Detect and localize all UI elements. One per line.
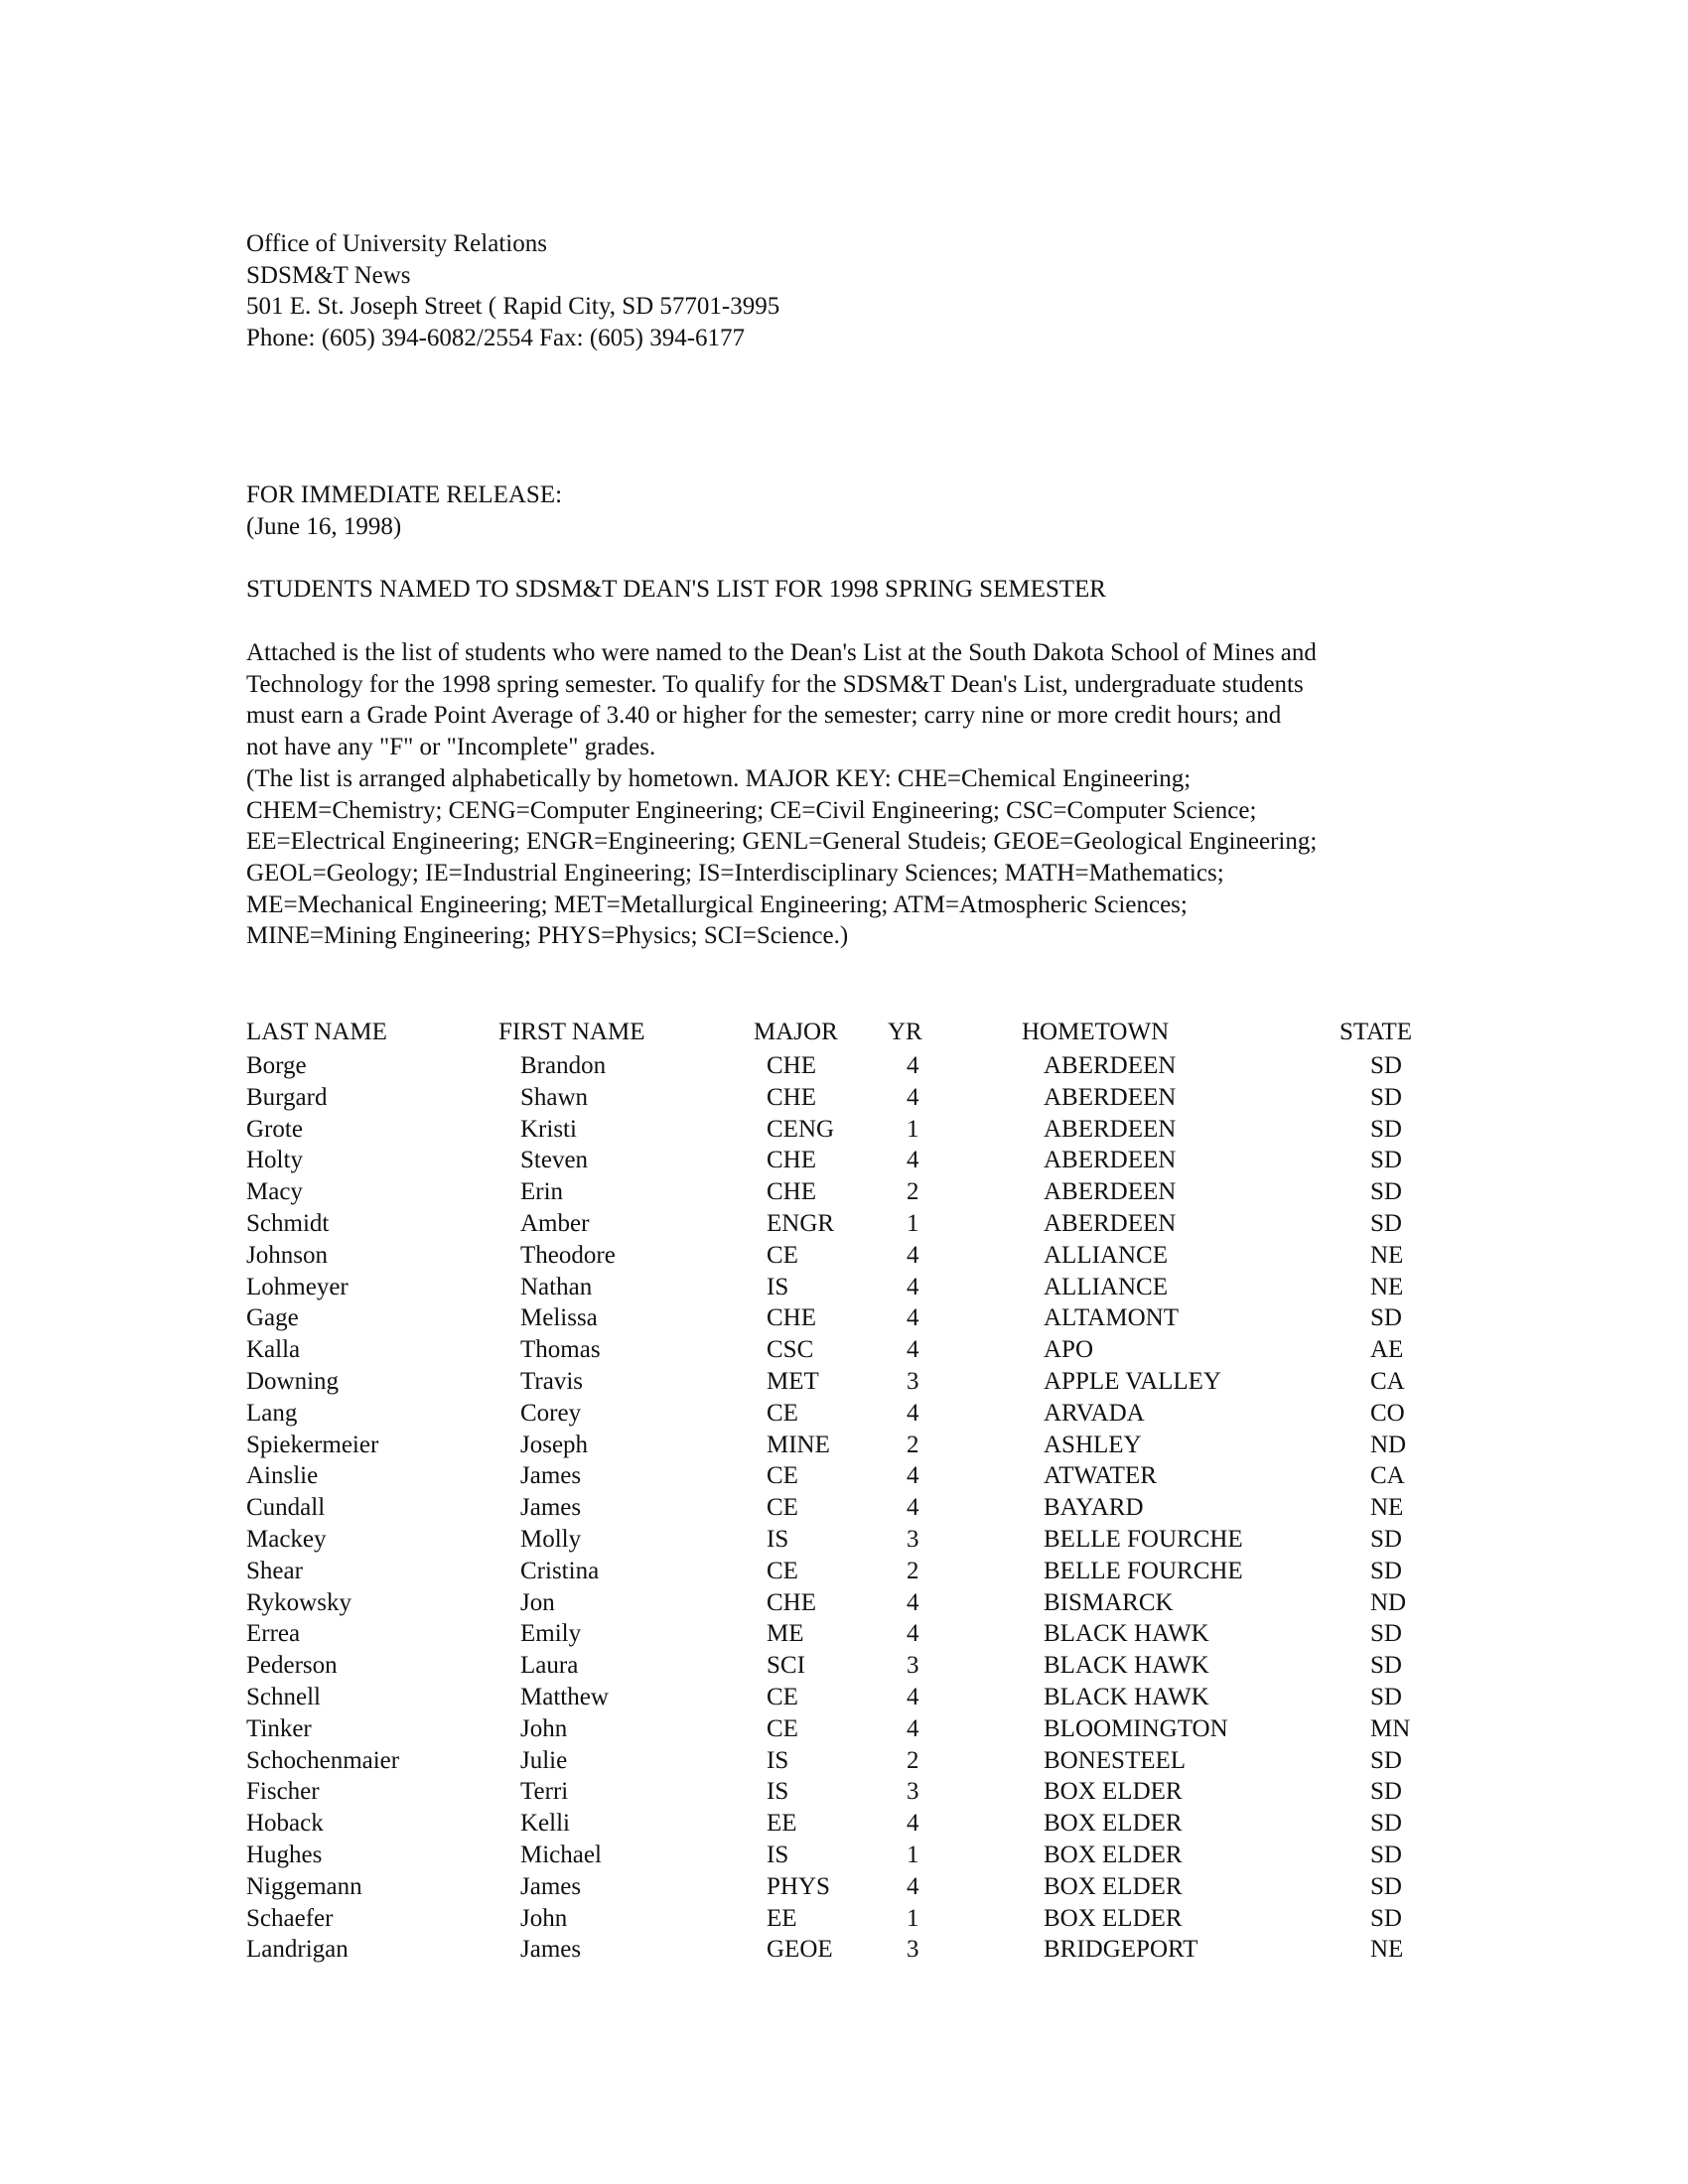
release-date: (June 16, 1998) (246, 512, 402, 540)
table-row (0, 1682, 1688, 1713)
state-cell: SD (1370, 1557, 1402, 1584)
hometown-cell: ABERDEEN (1044, 1178, 1177, 1206)
state-cell: NE (1370, 1936, 1404, 1964)
year-cell: 3 (907, 1936, 919, 1964)
hometown-cell: BELLE FOURCHE (1044, 1557, 1243, 1584)
header-first-name: FIRST NAME (498, 1019, 645, 1045)
first-name-cell: Nathan (520, 1273, 593, 1300)
last-name-cell: Spiekermeier (246, 1431, 379, 1458)
year-cell: 1 (907, 1841, 919, 1868)
year-cell: 4 (907, 1273, 919, 1300)
first-name-cell: Michael (520, 1841, 602, 1868)
hometown-cell: BELLE FOURCHE (1044, 1525, 1243, 1553)
major-cell: EE (767, 1904, 797, 1932)
major-cell: IS (767, 1746, 789, 1774)
year-cell: 3 (907, 1525, 919, 1553)
year-cell: 4 (907, 1399, 919, 1427)
state-cell: SD (1370, 1841, 1402, 1868)
major-cell: ME (767, 1620, 804, 1648)
table-row (0, 1492, 1688, 1524)
first-name-cell: Joseph (520, 1431, 589, 1458)
first-name-cell: Kristi (520, 1115, 577, 1143)
last-name-cell: Borge (246, 1052, 307, 1079)
body-line: Technology for the 1998 spring semester. To qualify for the SDSM&T Dean's List, undergraduate students (246, 670, 1304, 698)
year-cell: 3 (907, 1367, 919, 1395)
last-name-cell: Kalla (246, 1336, 301, 1364)
last-name-cell: Lang (246, 1399, 298, 1427)
major-key-line: GEOL=Geology; IE=Industrial Engineering; IS=Interdisciplinary Sciences; MATH=Mathematics; (246, 859, 1224, 887)
body-paragraph (246, 637, 1438, 952)
state-cell: SD (1370, 1304, 1402, 1332)
state-cell: ND (1370, 1588, 1407, 1616)
table-row (0, 1587, 1688, 1619)
header-state: STATE (1339, 1019, 1412, 1045)
table-row (0, 1240, 1688, 1272)
header-major: MAJOR (754, 1019, 838, 1045)
state-cell: SD (1370, 1652, 1402, 1680)
state-cell: SD (1370, 1052, 1402, 1079)
last-name-cell: Gage (246, 1304, 299, 1332)
table-row (0, 1556, 1688, 1587)
first-name-cell: Emily (520, 1620, 582, 1648)
state-cell: SD (1370, 1904, 1402, 1932)
first-name-cell: Steven (520, 1147, 589, 1174)
table-row (0, 1082, 1688, 1114)
hometown-cell: BLOOMINGTON (1044, 1714, 1228, 1742)
major-cell: GEOE (767, 1936, 833, 1964)
hometown-cell: BAYARD (1044, 1494, 1144, 1522)
last-name-cell: Rykowsky (246, 1588, 352, 1616)
first-name-cell: Corey (520, 1399, 582, 1427)
last-name-cell: Grote (246, 1115, 303, 1143)
office-name: Office of University Relations (246, 230, 547, 257)
first-name-cell: Brandon (520, 1052, 607, 1079)
last-name-cell: Schmidt (246, 1209, 330, 1237)
year-cell: 4 (907, 1462, 919, 1490)
major-cell: CE (767, 1462, 798, 1490)
first-name-cell: Melissa (520, 1304, 598, 1332)
major-cell: CHE (767, 1588, 816, 1616)
last-name-cell: Landrigan (246, 1936, 349, 1964)
hometown-cell: BONESTEEL (1044, 1746, 1187, 1774)
major-cell: IS (767, 1273, 789, 1300)
year-cell: 4 (907, 1714, 919, 1742)
table-row (0, 1430, 1688, 1461)
year-cell: 2 (907, 1178, 919, 1206)
state-cell: SD (1370, 1209, 1402, 1237)
state-cell: ND (1370, 1431, 1407, 1458)
year-cell: 2 (907, 1746, 919, 1774)
major-cell: CE (767, 1557, 798, 1584)
year-cell: 3 (907, 1778, 919, 1806)
major-cell: CHE (767, 1178, 816, 1206)
street-address: 501 E. St. Joseph Street ( Rapid City, SD 57701-3995 (246, 293, 780, 321)
major-cell: CHE (767, 1147, 816, 1174)
hometown-cell: BLACK HAWK (1044, 1620, 1209, 1648)
state-cell: SD (1370, 1746, 1402, 1774)
first-name-cell: Julie (520, 1746, 568, 1774)
table-row (0, 1145, 1688, 1176)
news-name: SDSM&T News (246, 261, 411, 289)
major-cell: CENG (767, 1115, 835, 1143)
major-key-line: MINE=Mining Engineering; PHYS=Physics; SCI=Science.) (246, 922, 849, 950)
table-row (0, 1208, 1688, 1240)
first-name-cell: Thomas (520, 1336, 601, 1364)
state-cell: SD (1370, 1525, 1402, 1553)
table-row (0, 1524, 1688, 1556)
state-cell: SD (1370, 1810, 1402, 1838)
table-row (0, 1114, 1688, 1146)
first-name-cell: Amber (520, 1209, 590, 1237)
year-cell: 3 (907, 1652, 919, 1680)
first-name-cell: Travis (520, 1367, 583, 1395)
last-name-cell: Hughes (246, 1841, 323, 1868)
hometown-cell: ARVADA (1044, 1399, 1145, 1427)
last-name-cell: Schaefer (246, 1904, 334, 1932)
first-name-cell: Erin (520, 1178, 564, 1206)
table-row (0, 1650, 1688, 1682)
first-name-cell: John (520, 1904, 568, 1932)
state-cell: SD (1370, 1620, 1402, 1648)
first-name-cell: Molly (520, 1525, 582, 1553)
table-row (0, 1618, 1688, 1650)
last-name-cell: Fischer (246, 1778, 320, 1806)
last-name-cell: Burgard (246, 1083, 328, 1111)
table-row (0, 1840, 1688, 1871)
table-row (0, 1713, 1688, 1745)
major-key-line: EE=Electrical Engineering; ENGR=Engineering; GENL=General Studeis; GEOE=Geological Engineering; (246, 828, 1318, 856)
year-cell: 4 (907, 1147, 919, 1174)
table-row (0, 1745, 1688, 1777)
last-name-cell: Downing (246, 1367, 340, 1395)
last-name-cell: Shear (246, 1557, 303, 1584)
major-cell: ENGR (767, 1209, 835, 1237)
headline (246, 574, 1106, 606)
year-cell: 2 (907, 1431, 919, 1458)
state-cell: CA (1370, 1462, 1405, 1490)
last-name-cell: Schnell (246, 1683, 321, 1710)
year-cell: 4 (907, 1872, 919, 1900)
last-name-cell: Errea (246, 1620, 301, 1648)
state-cell: SD (1370, 1083, 1402, 1111)
first-name-cell: Theodore (520, 1241, 616, 1269)
hometown-cell: BOX ELDER (1044, 1872, 1183, 1900)
major-cell: PHYS (767, 1872, 830, 1900)
major-cell: CE (767, 1714, 798, 1742)
last-name-cell: Cundall (246, 1494, 326, 1522)
year-cell: 4 (907, 1683, 919, 1710)
release-info (246, 479, 562, 542)
table-row (0, 1366, 1688, 1398)
year-cell: 1 (907, 1209, 919, 1237)
table-row (0, 1460, 1688, 1492)
state-cell: CA (1370, 1367, 1405, 1395)
table-row (0, 1934, 1688, 1966)
table-header (0, 1019, 1688, 1050)
table-row (0, 1050, 1688, 1082)
students-table (0, 1050, 1688, 1966)
state-cell: SD (1370, 1778, 1402, 1806)
major-cell: CE (767, 1494, 798, 1522)
hometown-cell: APO (1044, 1336, 1094, 1364)
table-row (0, 1302, 1688, 1334)
hometown-cell: APPLE VALLEY (1044, 1367, 1221, 1395)
major-cell: MET (767, 1367, 819, 1395)
major-cell: MINE (767, 1431, 830, 1458)
major-cell: IS (767, 1525, 789, 1553)
year-cell: 4 (907, 1810, 919, 1838)
last-name-cell: Holty (246, 1147, 303, 1174)
major-key-line: CHEM=Chemistry; CENG=Computer Engineering; CE=Civil Engineering; CSC=Computer Science; (246, 796, 1257, 824)
last-name-cell: Johnson (246, 1241, 328, 1269)
last-name-cell: Niggemann (246, 1872, 362, 1900)
major-key-line: (The list is arranged alphabetically by hometown. MAJOR KEY: CHE=Chemical Engineering; (246, 764, 1192, 792)
year-cell: 4 (907, 1588, 919, 1616)
first-name-cell: Matthew (520, 1683, 609, 1710)
body-line: not have any "F" or "Incomplete" grades. (246, 734, 656, 761)
state-cell: NE (1370, 1494, 1404, 1522)
table-row (0, 1871, 1688, 1903)
table-row (0, 1808, 1688, 1840)
header-hometown: HOMETOWN (1022, 1019, 1170, 1045)
state-cell: AE (1370, 1336, 1404, 1364)
first-name-cell: Jon (520, 1588, 555, 1616)
phone-fax: Phone: (605) 394-6082/2554 Fax: (605) 394-6177 (246, 325, 746, 352)
hometown-cell: ALLIANCE (1044, 1241, 1168, 1269)
state-cell: CO (1370, 1399, 1405, 1427)
major-cell: CE (767, 1683, 798, 1710)
year-cell: 4 (907, 1304, 919, 1332)
hometown-cell: BLACK HAWK (1044, 1683, 1209, 1710)
last-name-cell: Hoback (246, 1810, 324, 1838)
major-cell: CHE (767, 1304, 816, 1332)
state-cell: SD (1370, 1683, 1402, 1710)
year-cell: 4 (907, 1052, 919, 1079)
first-name-cell: Laura (520, 1652, 579, 1680)
state-cell: SD (1370, 1115, 1402, 1143)
hometown-cell: BOX ELDER (1044, 1841, 1183, 1868)
release-label: FOR IMMEDIATE RELEASE: (246, 481, 563, 508)
hometown-cell: ABERDEEN (1044, 1209, 1177, 1237)
year-cell: 4 (907, 1083, 919, 1111)
major-cell: CSC (767, 1336, 814, 1364)
hometown-cell: ABERDEEN (1044, 1052, 1177, 1079)
hometown-cell: BLACK HAWK (1044, 1652, 1209, 1680)
hometown-cell: ATWATER (1044, 1462, 1157, 1490)
hometown-cell: BOX ELDER (1044, 1810, 1183, 1838)
major-cell: CHE (767, 1052, 816, 1079)
first-name-cell: Terri (520, 1778, 569, 1806)
hometown-cell: ABERDEEN (1044, 1115, 1177, 1143)
body-line: must earn a Grade Point Average of 3.40 or higher for the semester; carry nine or more credit hours; and (246, 702, 1282, 730)
year-cell: 2 (907, 1557, 919, 1584)
major-cell: SCI (767, 1652, 805, 1680)
last-name-cell: Macy (246, 1178, 303, 1206)
table-row (0, 1776, 1688, 1808)
hometown-cell: BOX ELDER (1044, 1778, 1183, 1806)
year-cell: 4 (907, 1494, 919, 1522)
letterhead (246, 228, 779, 354)
first-name-cell: James (520, 1494, 582, 1522)
last-name-cell: Lohmeyer (246, 1273, 349, 1300)
first-name-cell: John (520, 1714, 568, 1742)
first-name-cell: James (520, 1936, 582, 1964)
hometown-cell: BOX ELDER (1044, 1904, 1183, 1932)
body-line: Attached is the list of students who were named to the Dean's List at the South Dakota School of Mines and (246, 639, 1317, 666)
state-cell: NE (1370, 1273, 1404, 1300)
state-cell: SD (1370, 1147, 1402, 1174)
year-cell: 4 (907, 1336, 919, 1364)
major-cell: CHE (767, 1083, 816, 1111)
state-cell: SD (1370, 1872, 1402, 1900)
last-name-cell: Ainslie (246, 1462, 319, 1490)
last-name-cell: Schochenmaier (246, 1746, 400, 1774)
last-name-cell: Tinker (246, 1714, 312, 1742)
hometown-cell: ALLIANCE (1044, 1273, 1168, 1300)
first-name-cell: Kelli (520, 1810, 570, 1838)
table-row (0, 1903, 1688, 1935)
state-cell: NE (1370, 1241, 1404, 1269)
hometown-cell: BISMARCK (1044, 1588, 1174, 1616)
year-cell: 1 (907, 1904, 919, 1932)
major-cell: CE (767, 1241, 798, 1269)
last-name-cell: Mackey (246, 1525, 327, 1553)
hometown-cell: ABERDEEN (1044, 1147, 1177, 1174)
last-name-cell: Pederson (246, 1652, 338, 1680)
table-row (0, 1334, 1688, 1366)
hometown-cell: ALTAMONT (1044, 1304, 1179, 1332)
major-cell: EE (767, 1810, 797, 1838)
first-name-cell: James (520, 1872, 582, 1900)
major-cell: IS (767, 1778, 789, 1806)
header-last-name: LAST NAME (246, 1019, 387, 1045)
major-cell: IS (767, 1841, 789, 1868)
major-key-line: ME=Mechanical Engineering; MET=Metallurgical Engineering; ATM=Atmospheric Sciences; (246, 890, 1188, 918)
headline-text: STUDENTS NAMED TO SDSM&T DEAN'S LIST FOR 1998 SPRING SEMESTER (246, 576, 1106, 603)
first-name-cell: Shawn (520, 1083, 589, 1111)
hometown-cell: BRIDGEPORT (1044, 1936, 1198, 1964)
first-name-cell: Cristina (520, 1557, 600, 1584)
year-cell: 4 (907, 1241, 919, 1269)
major-cell: CE (767, 1399, 798, 1427)
table-row (0, 1176, 1688, 1208)
year-cell: 1 (907, 1115, 919, 1143)
state-cell: SD (1370, 1178, 1402, 1206)
table-row (0, 1398, 1688, 1430)
state-cell: MN (1370, 1714, 1411, 1742)
hometown-cell: ABERDEEN (1044, 1083, 1177, 1111)
hometown-cell: ASHLEY (1044, 1431, 1142, 1458)
year-cell: 4 (907, 1620, 919, 1648)
header-year: YR (888, 1019, 922, 1045)
table-row (0, 1272, 1688, 1303)
first-name-cell: James (520, 1462, 582, 1490)
